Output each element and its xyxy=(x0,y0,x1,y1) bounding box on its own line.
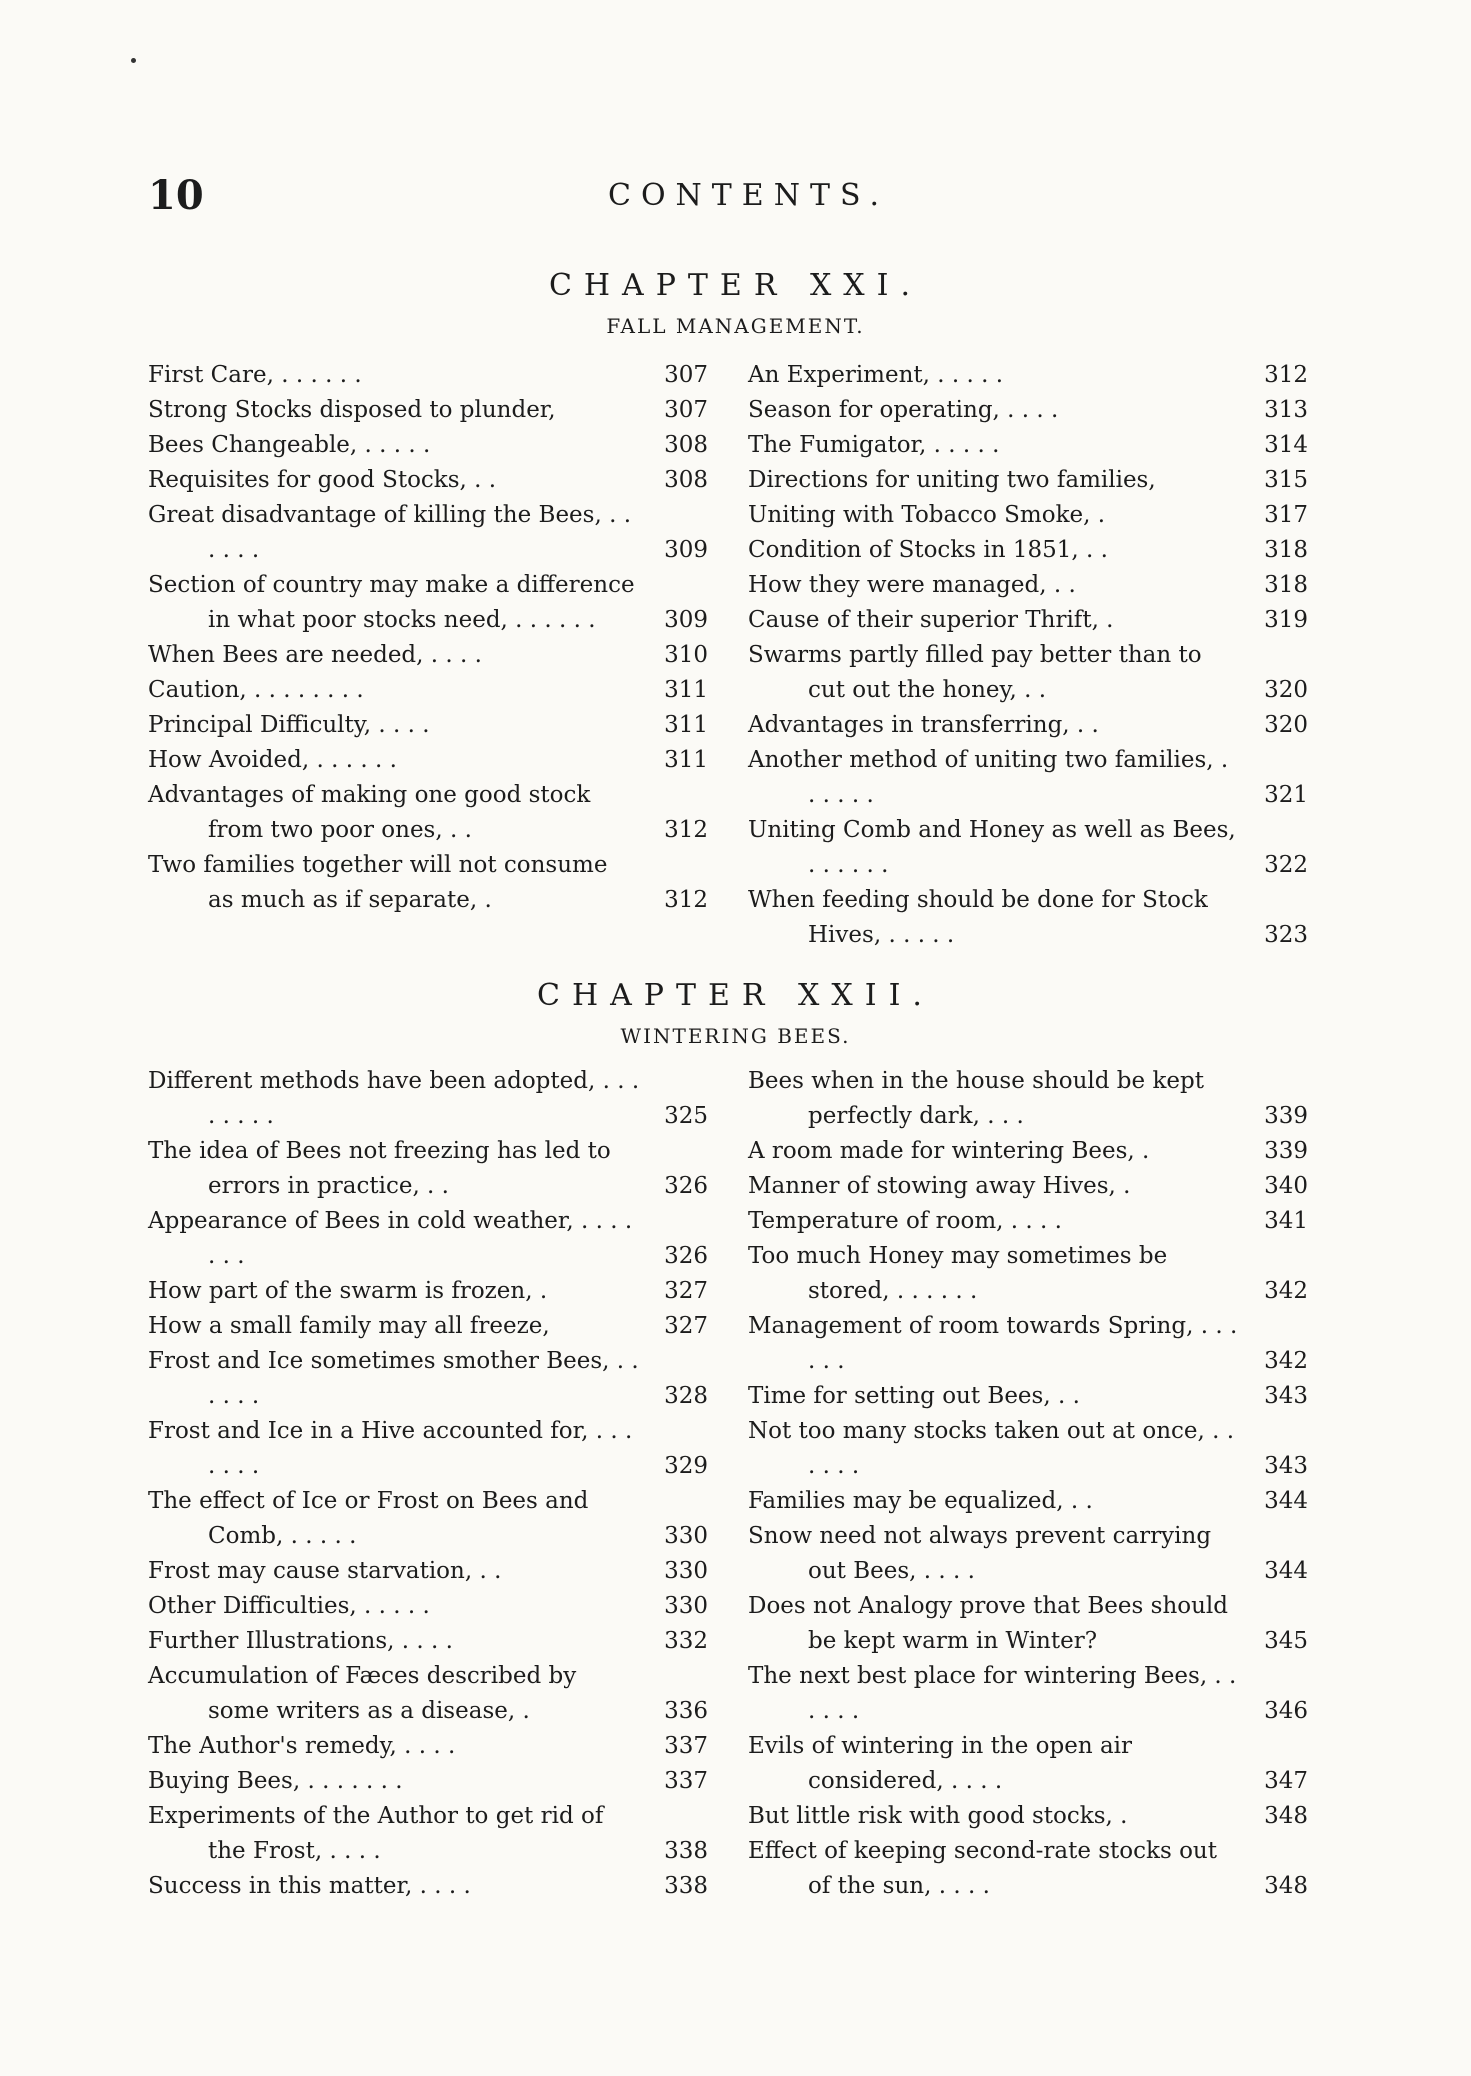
toc-entry xyxy=(148,1414,708,1484)
toc-entry xyxy=(148,428,708,463)
toc-entry-title: Two families together will not consume as much as if separate, . xyxy=(148,852,608,913)
toc-entry-title: Not too many stocks taken out at once, . . . . . . xyxy=(748,1418,1235,1479)
toc-entry-page: 330 xyxy=(664,1558,708,1584)
toc-entry-title: But little risk with good stocks, . xyxy=(748,1803,1128,1829)
toc-entry-page: 313 xyxy=(1264,397,1308,423)
toc-entry-page: 332 xyxy=(664,1628,708,1654)
toc-entry-title: Requisites for good Stocks, . . xyxy=(148,467,497,493)
toc-entry-title: Another method of uniting two families, . . . . . . xyxy=(748,747,1229,808)
toc-entry-title: Strong Stocks disposed to plunder, xyxy=(148,397,556,423)
toc-entry-page: 317 xyxy=(1264,502,1308,528)
toc-entry-page: 315 xyxy=(1264,467,1308,493)
toc-entry-page: 307 xyxy=(664,362,708,388)
chapter-22-title: CHAPTER XXII. xyxy=(537,978,934,1013)
toc-entry xyxy=(748,428,1308,463)
toc-entry-page: 344 xyxy=(1264,1558,1308,1584)
toc-entry xyxy=(148,1344,708,1414)
toc-entry-title: Swarms partly filled pay better than to cut out the honey, . . xyxy=(748,642,1202,703)
toc-entry-title: Further Illustrations, . . . . xyxy=(148,1628,453,1654)
toc-entry-title: The next best place for wintering Bees, . . . . . . xyxy=(748,1663,1237,1724)
toc-entry-title: Uniting Comb and Honey as well as Bees, . . . . . . xyxy=(748,817,1236,878)
toc-entry xyxy=(748,1659,1308,1729)
toc-entry-title: Snow need not always prevent carrying out Bees, . . . . xyxy=(748,1523,1212,1584)
toc-entry-title: Principal Difficulty, . . . . xyxy=(148,712,430,738)
chapter-21-right-column xyxy=(748,358,1308,953)
toc-entry-title: Advantages of making one good stock from two poor ones, . . xyxy=(148,782,591,843)
toc-entry-title: How Avoided, . . . . . . xyxy=(148,747,397,773)
toc-entry xyxy=(148,638,708,673)
toc-entry-title: An Experiment, . . . . . xyxy=(748,362,1004,388)
toc-entry-title: How part of the swarm is frozen, . xyxy=(148,1278,548,1304)
toc-entry-page: 343 xyxy=(1264,1453,1308,1479)
toc-entry-title: Time for setting out Bees, . . xyxy=(748,1383,1080,1409)
toc-entry xyxy=(148,1064,708,1134)
toc-entry-title: Cause of their superior Thrift, . xyxy=(748,607,1114,633)
toc-entry xyxy=(148,1729,708,1764)
toc-entry xyxy=(148,708,708,743)
toc-entry xyxy=(148,1799,708,1869)
toc-entry xyxy=(148,568,708,638)
toc-entry-title: Advantages in transferring, . . xyxy=(748,712,1099,738)
toc-entry xyxy=(748,1309,1308,1379)
toc-entry xyxy=(748,1834,1308,1904)
toc-entry-page: 345 xyxy=(1264,1628,1308,1654)
chapter-22-subtitle: WINTERING BEES. xyxy=(620,1024,851,1048)
toc-entry-title: The effect of Ice or Frost on Bees and Comb, . . . . . xyxy=(148,1488,589,1549)
toc-entry xyxy=(748,1169,1308,1204)
toc-entry-page: 346 xyxy=(1264,1698,1308,1724)
toc-entry-title: Caution, . . . . . . . . xyxy=(148,677,364,703)
toc-entry-title: Frost and Ice sometimes smother Bees, . . . . . . xyxy=(148,1348,639,1409)
toc-entry-page: 308 xyxy=(664,467,708,493)
toc-entry-title: Success in this matter, . . . . xyxy=(148,1873,471,1899)
toc-entry-title: Too much Honey may sometimes be stored, . . . . . . xyxy=(748,1243,1168,1304)
toc-entry-page: 347 xyxy=(1264,1768,1308,1794)
toc-entry-page: 326 xyxy=(664,1173,708,1199)
toc-entry xyxy=(748,533,1308,568)
toc-entry xyxy=(748,708,1308,743)
toc-entry-page: 348 xyxy=(1264,1803,1308,1829)
toc-entry xyxy=(748,1799,1308,1834)
toc-entry xyxy=(148,358,708,393)
toc-entry-title: Accumulation of Fæces described by some writers as a disease, . xyxy=(148,1663,577,1724)
toc-entry-page: 327 xyxy=(664,1313,708,1339)
page-number: 10 xyxy=(148,172,204,219)
toc-entry-page: 312 xyxy=(1264,362,1308,388)
toc-entry-page: 321 xyxy=(1264,782,1308,808)
toc-entry xyxy=(748,813,1308,883)
toc-entry-title: The idea of Bees not freezing has led to errors in practice, . . xyxy=(148,1138,611,1199)
chapter-21-title: CHAPTER XXI. xyxy=(548,268,923,303)
toc-entry xyxy=(148,1764,708,1799)
toc-entry-title: Uniting with Tobacco Smoke, . xyxy=(748,502,1106,528)
toc-entry-title: Different methods have been adopted, . . . . . . . . xyxy=(148,1068,640,1129)
toc-entry xyxy=(748,358,1308,393)
toc-entry-title: The Fumigator, . . . . . xyxy=(748,432,1000,458)
ink-speck xyxy=(131,58,136,63)
toc-entry xyxy=(748,1589,1308,1659)
toc-entry xyxy=(148,1274,708,1309)
toc-entry-page: 311 xyxy=(664,677,708,703)
running-head: CONTENTS. xyxy=(608,178,889,213)
toc-entry xyxy=(748,568,1308,603)
toc-entry-page: 339 xyxy=(1264,1103,1308,1129)
toc-entry-page: 319 xyxy=(1264,607,1308,633)
chapter-21-subtitle: FALL MANAGEMENT. xyxy=(606,314,865,338)
toc-entry-page: 338 xyxy=(664,1838,708,1864)
toc-entry-page: 330 xyxy=(664,1523,708,1549)
toc-entry-page: 320 xyxy=(1264,712,1308,738)
toc-entry-title: Other Difficulties, . . . . . xyxy=(148,1593,430,1619)
toc-entry-title: Evils of wintering in the open air considered, . . . . xyxy=(748,1733,1133,1794)
toc-entry-title: How they were managed, . . xyxy=(748,572,1076,598)
toc-entry xyxy=(748,498,1308,533)
toc-entry-page: 318 xyxy=(1264,572,1308,598)
toc-entry-page: 336 xyxy=(664,1698,708,1724)
toc-entry-page: 312 xyxy=(664,887,708,913)
toc-entry-title: Effect of keeping second-rate stocks out of the sun, . . . . xyxy=(748,1838,1217,1899)
toc-entry xyxy=(748,1064,1308,1134)
toc-entry xyxy=(148,1624,708,1659)
toc-entry xyxy=(148,848,708,918)
chapter-22-left-column xyxy=(148,1064,708,1904)
toc-entry-title: Season for operating, . . . . xyxy=(748,397,1059,423)
chapter-22-right-column xyxy=(748,1064,1308,1904)
toc-entry xyxy=(148,743,708,778)
toc-entry-page: 327 xyxy=(664,1278,708,1304)
toc-entry-page: 308 xyxy=(664,432,708,458)
toc-entry-title: A room made for wintering Bees, . xyxy=(748,1138,1150,1164)
toc-entry xyxy=(748,1484,1308,1519)
toc-entry-page: 309 xyxy=(664,607,708,633)
toc-entry-page: 328 xyxy=(664,1383,708,1409)
toc-entry xyxy=(748,883,1308,953)
toc-entry-title: How a small family may all freeze, xyxy=(148,1313,550,1339)
toc-entry-page: 329 xyxy=(664,1453,708,1479)
toc-entry xyxy=(148,673,708,708)
toc-entry-title: Manner of stowing away Hives, . xyxy=(748,1173,1131,1199)
toc-entry-title: Does not Analogy prove that Bees should be kept warm in Winter? xyxy=(748,1593,1228,1654)
toc-entry-page: 311 xyxy=(664,747,708,773)
toc-entry-title: Frost and Ice in a Hive accounted for, . . . . . . . xyxy=(148,1418,633,1479)
toc-entry-page: 339 xyxy=(1264,1138,1308,1164)
toc-entry-page: 348 xyxy=(1264,1873,1308,1899)
toc-entry xyxy=(148,1204,708,1274)
toc-entry-title: Bees Changeable, . . . . . xyxy=(148,432,431,458)
toc-entry-title: Bees when in the house should be kept perfectly dark, . . . xyxy=(748,1068,1204,1129)
toc-entry-page: 337 xyxy=(664,1768,708,1794)
toc-entry-page: 318 xyxy=(1264,537,1308,563)
toc-entry xyxy=(748,1729,1308,1799)
toc-entry-title: Temperature of room, . . . . xyxy=(748,1208,1062,1234)
toc-entry xyxy=(148,1589,708,1624)
toc-entry xyxy=(748,1414,1308,1484)
toc-entry-page: 307 xyxy=(664,397,708,423)
toc-entry-title: First Care, . . . . . . xyxy=(148,362,362,388)
toc-entry xyxy=(748,1239,1308,1309)
toc-entry xyxy=(148,1659,708,1729)
toc-entry-title: Management of room towards Spring, . . . . . . xyxy=(748,1313,1238,1374)
toc-entry xyxy=(748,1379,1308,1414)
toc-entry xyxy=(748,1134,1308,1169)
toc-entry xyxy=(748,638,1308,708)
toc-entry xyxy=(148,778,708,848)
toc-entry xyxy=(148,498,708,568)
toc-entry-page: 320 xyxy=(1264,677,1308,703)
toc-entry-page: 343 xyxy=(1264,1383,1308,1409)
toc-entry-page: 310 xyxy=(664,642,708,668)
toc-entry-page: 344 xyxy=(1264,1488,1308,1514)
toc-entry-title: Experiments of the Author to get rid of the Frost, . . . . xyxy=(148,1803,604,1864)
page-header xyxy=(148,172,1298,232)
toc-entry-title: Condition of Stocks in 1851, . . xyxy=(748,537,1108,563)
toc-entry-page: 322 xyxy=(1264,852,1308,878)
toc-entry xyxy=(148,1134,708,1204)
toc-entry-page: 338 xyxy=(664,1873,708,1899)
toc-entry-page: 323 xyxy=(1264,922,1308,948)
toc-entry-title: Section of country may make a difference in what poor stocks need, . . . . . . xyxy=(148,572,635,633)
toc-entry-title: The Author's remedy, . . . . xyxy=(148,1733,456,1759)
toc-entry xyxy=(148,1484,708,1554)
toc-entry-page: 341 xyxy=(1264,1208,1308,1234)
toc-entry-title: Families may be equalized, . . xyxy=(748,1488,1093,1514)
toc-entry-page: 314 xyxy=(1264,432,1308,458)
chapter-21-left-column xyxy=(148,358,708,918)
toc-entry xyxy=(148,1309,708,1344)
toc-entry-title: When Bees are needed, . . . . xyxy=(148,642,482,668)
toc-entry-title: Directions for uniting two families, xyxy=(748,467,1156,493)
toc-entry-page: 342 xyxy=(1264,1278,1308,1304)
toc-entry xyxy=(148,1869,708,1904)
toc-entry-page: 311 xyxy=(664,712,708,738)
toc-entry-page: 337 xyxy=(664,1733,708,1759)
toc-entry-title: Appearance of Bees in cold weather, . . . . . . . xyxy=(148,1208,633,1269)
toc-entry-page: 326 xyxy=(664,1243,708,1269)
toc-entry xyxy=(748,1519,1308,1589)
toc-entry xyxy=(148,463,708,498)
toc-entry xyxy=(148,393,708,428)
toc-entry xyxy=(748,1204,1308,1239)
toc-entry xyxy=(148,1554,708,1589)
toc-entry xyxy=(748,743,1308,813)
toc-entry-page: 330 xyxy=(664,1593,708,1619)
toc-entry-title: Great disadvantage of killing the Bees, . . . . . . xyxy=(148,502,632,563)
toc-entry-title: When feeding should be done for Stock Hives, . . . . . xyxy=(748,887,1208,948)
toc-entry-page: 309 xyxy=(664,537,708,563)
toc-entry xyxy=(748,393,1308,428)
toc-entry-title: Frost may cause starvation, . . xyxy=(148,1558,502,1584)
toc-entry-page: 342 xyxy=(1264,1348,1308,1374)
toc-entry-page: 325 xyxy=(664,1103,708,1129)
toc-entry-title: Buying Bees, . . . . . . . xyxy=(148,1768,403,1794)
toc-entry xyxy=(748,463,1308,498)
toc-entry-page: 312 xyxy=(664,817,708,843)
toc-entry xyxy=(748,603,1308,638)
toc-entry-page: 340 xyxy=(1264,1173,1308,1199)
